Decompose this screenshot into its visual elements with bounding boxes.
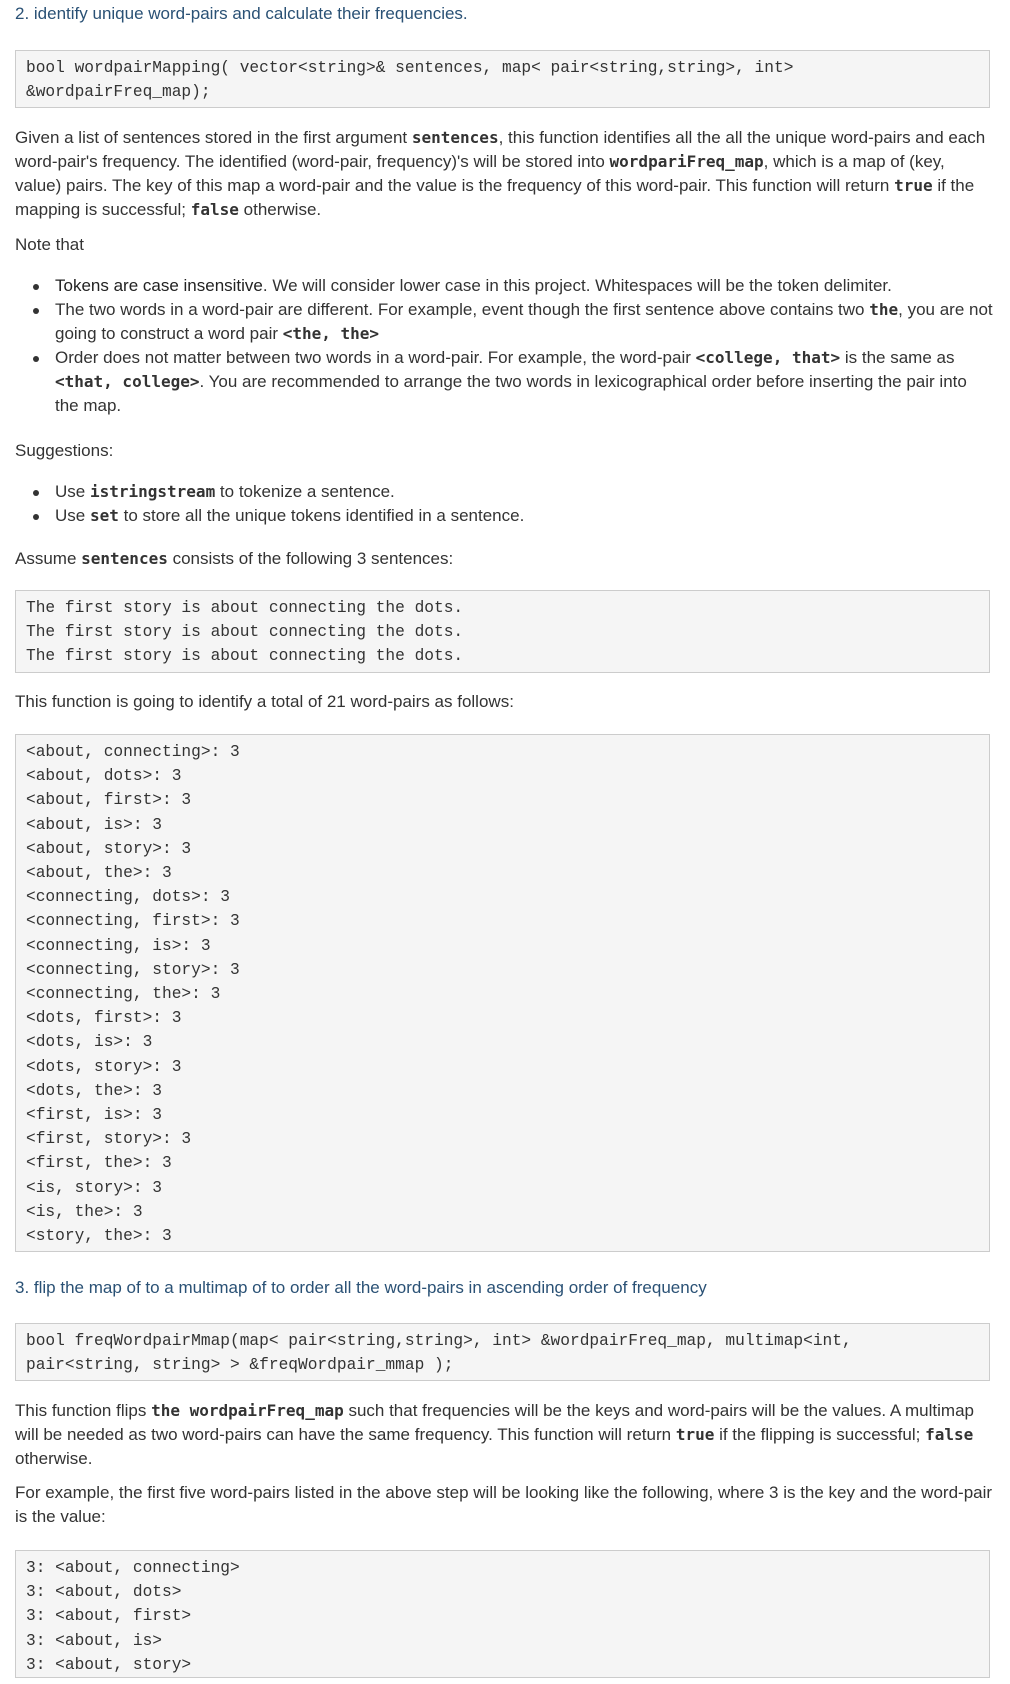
suggestions-label: Suggestions: — [15, 441, 114, 460]
list-item: Order does not matter between two words in a word-pair. For example, the word-pair <college, that> is the same as <that, college>. You are recommended to arrange the two words in lexicographical order before inserting the pair into the map. — [15, 346, 995, 418]
example-text: For example, the first five word-pairs listed in the above step will be looking like the following, where 3 is the key and the word-pair is the value: — [15, 1483, 993, 1526]
total-pairs-text: This function is going to identify a total of 21 word-pairs as follows: — [15, 692, 514, 711]
wordpair-mapping-signature-code: bool wordpairMapping( vector<string>& sentences, map< pair<string,string>, int> &wordpairFreq_map); — [15, 50, 990, 108]
word-pairs-code-block: <about, connecting>: 3 <about, dots>: 3 <about, first>: 3 <about, is>: 3 <about, story>: 3 <about, the>: 3 <connecting, dots>: 3 <connecting, first>: 3 <connecting, is>: 3 <connecting, story>: 3 <connecting, the>: 3 <dots, first>: 3 <dots, is>: 3 <dots, story>: 3 <dots, the>: 3 <first, is>: 3 <first, story>: 3 <first, the>: 3 <is, story>: 3 <is, the>: 3 <story, the>: 3 — [15, 734, 990, 1252]
inline-code: true — [894, 176, 933, 195]
wordpair-mapping-description: Given a list of sentences stored in the first argument sentences, this function identifies all the all the unique word-pairs and each word-pair's frequency. The identified (word-pair, frequency)'s will be stored into wordpariFreq_map, which is a map of (key, value) pairs. The key of this map a word-pair and the value is the frequency of this word-pair. This function will return true if the mapping is successful; false otherwise. — [15, 128, 986, 219]
list-item: Use set to store all the unique tokens identified in a sentence. — [15, 504, 995, 528]
section-2-heading: 2. identify unique word-pairs and calculate their frequencies. — [15, 4, 468, 23]
freq-wordpair-mmap-signature-code: bool freqWordpairMmap(map< pair<string,string>, int> &wordpairFreq_map, multimap<int, pair<string, string> > &freqWordpair_mmap ); — [15, 1323, 990, 1381]
list-item: Tokens are case insensitive. We will consider lower case in this project. Whitespaces will be the token delimiter. — [15, 274, 995, 298]
list-item: Use istringstream to tokenize a sentence. — [15, 480, 995, 504]
freq-wordpair-mmap-description: This function flips the wordpairFreq_map such that frequencies will be the keys and word-pairs will be the values. A multimap will be needed as two word-pairs can have the same frequency. This function will return true if the flipping is successful; false otherwise. — [15, 1401, 974, 1468]
note-label: Note that — [15, 235, 84, 254]
sentences-code-block: The first story is about connecting the dots. The first story is about connecting the dots. The first story is about connecting the dots. — [15, 590, 990, 673]
notes-list — [15, 274, 995, 418]
inline-code: sentences — [411, 128, 499, 147]
suggestions-list — [15, 480, 995, 528]
list-item: The two words in a word-pair are different. For example, event though the first sentence above contains two the, you are not going to construct a word pair <the, the> — [15, 298, 995, 346]
inline-code: wordpariFreq_map — [609, 152, 764, 171]
section-3-heading: 3. flip the map of to a multimap of to order all the word-pairs in ascending order of frequency — [15, 1278, 707, 1297]
multimap-code-block: 3: <about, connecting> 3: <about, dots> 3: <about, first> 3: <about, is> 3: <about, story> — [15, 1550, 990, 1678]
assume-text: Assume sentences consists of the following 3 sentences: — [15, 549, 454, 568]
inline-code: false — [190, 200, 239, 219]
